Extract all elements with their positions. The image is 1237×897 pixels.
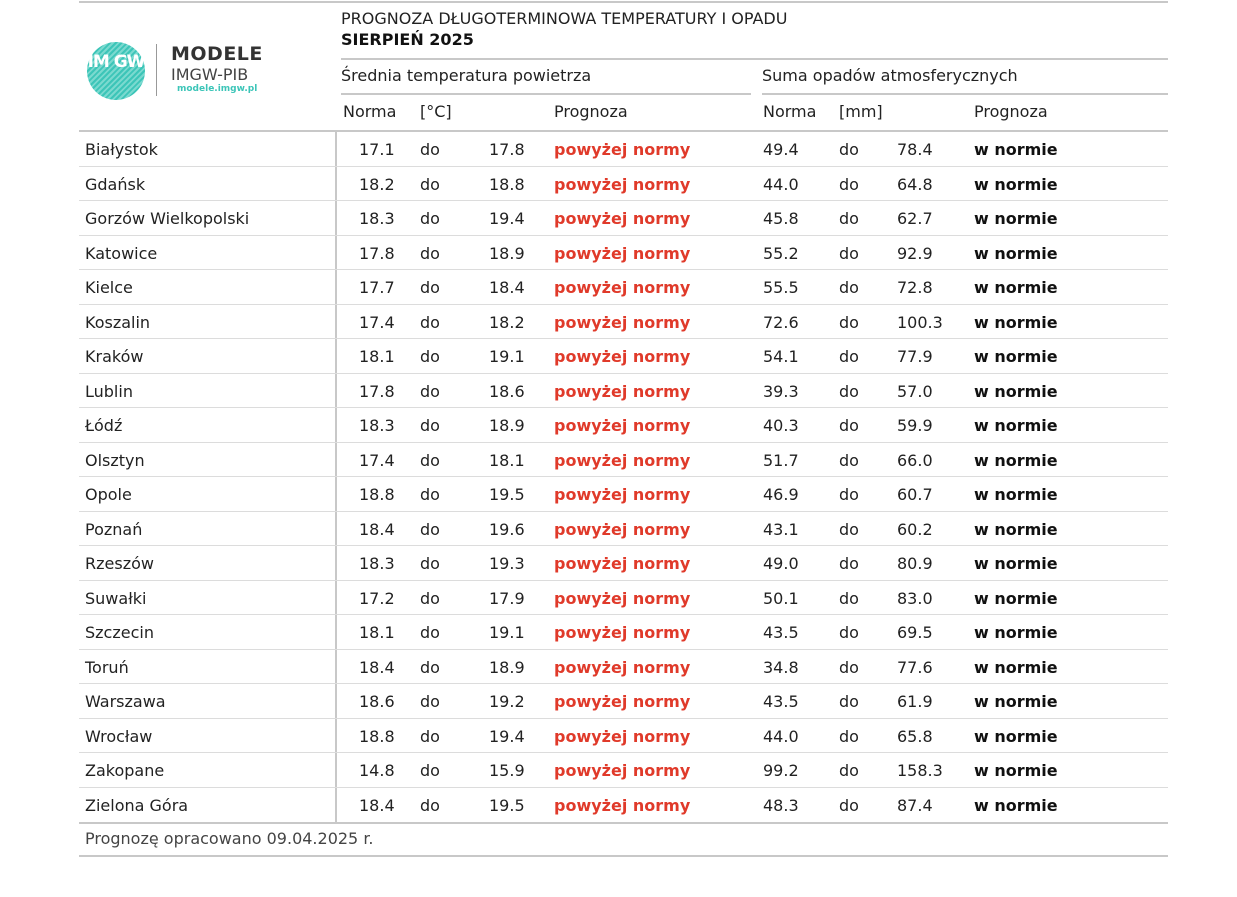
table-bottom-rule [79, 822, 1168, 824]
temp-forecast: powyżej normy [554, 692, 691, 711]
precip-range-to: do [839, 450, 859, 470]
temp-range-to: do [420, 243, 440, 263]
temp-range-to: do [420, 278, 440, 297]
temp-forecast: powyżej normy [554, 554, 691, 573]
city-name: Rzeszów [85, 554, 154, 573]
temp-norm-high: 19.4 [489, 209, 525, 228]
table-row [79, 374, 1168, 409]
table-row [79, 650, 1168, 685]
precip-norma-header: Norma [763, 102, 817, 121]
temp-forecast: powyżej normy [554, 726, 691, 746]
precip-norm-high: 65.8 [897, 726, 933, 746]
temp-range-to: do [420, 795, 440, 815]
temp-norm-high: 19.2 [489, 692, 525, 711]
temp-range-to: do [420, 450, 440, 470]
temp-norm-low: 18.8 [359, 485, 395, 504]
precip-forecast: w normie [974, 312, 1058, 332]
temp-forecast: powyżej normy [554, 485, 691, 504]
precip-norm-low: 49.0 [763, 554, 799, 573]
temp-norm-high: 18.1 [489, 450, 525, 470]
temp-range-to: do [420, 519, 440, 539]
precip-norm-high: 61.9 [897, 692, 933, 711]
page-title: PROGNOZA DŁUGOTERMINOWA TEMPERATURY I OPADU [341, 9, 788, 28]
city-name: Lublin [85, 381, 133, 401]
temp-range-to: do [420, 174, 440, 194]
city-name: Warszawa [85, 692, 166, 711]
precip-norm-low: 43.1 [763, 519, 799, 539]
temp-norm-low: 18.2 [359, 174, 395, 194]
top-divider [79, 1, 1168, 3]
precip-range-to: do [839, 140, 859, 159]
precip-norm-low: 49.4 [763, 140, 799, 159]
temp-range-to: do [420, 692, 440, 711]
precip-norm-high: 60.2 [897, 519, 933, 539]
city-name: Koszalin [85, 312, 151, 332]
temp-norm-high: 18.9 [489, 243, 525, 263]
precip-norm-low: 50.1 [763, 588, 799, 608]
temp-norm-high: 17.9 [489, 588, 525, 608]
table-row [79, 236, 1168, 271]
temp-forecast: powyżej normy [554, 243, 691, 263]
precip-norm-low: 46.9 [763, 485, 799, 504]
temp-norm-high: 15.9 [489, 761, 525, 780]
precip-norm-high: 77.9 [897, 347, 933, 366]
temp-norm-low: 18.3 [359, 554, 395, 573]
precip-norm-high: 64.8 [897, 174, 933, 194]
precip-norm-high: 66.0 [897, 450, 933, 470]
imgw-logo [85, 40, 335, 100]
city-name: Gdańsk [85, 174, 146, 194]
precip-norm-high: 80.9 [897, 554, 933, 573]
city-name: Suwałki [85, 588, 147, 608]
city-name: Białystok [85, 140, 158, 159]
temp-forecast: powyżej normy [554, 312, 691, 332]
precip-norm-low: 43.5 [763, 692, 799, 711]
temp-norm-high: 17.8 [489, 140, 525, 159]
temp-forecast: powyżej normy [554, 623, 691, 642]
precip-forecast: w normie [974, 761, 1058, 780]
precip-norm-low: 34.8 [763, 657, 799, 677]
precip-forecast: w normie [974, 588, 1058, 608]
temp-group-rule [341, 93, 751, 95]
temp-forecast: powyżej normy [554, 381, 691, 401]
logo-divider [156, 44, 157, 96]
precip-forecast: w normie [974, 450, 1058, 470]
precip-norm-high: 72.8 [897, 278, 933, 297]
temp-norm-high: 18.4 [489, 278, 525, 297]
temp-forecast: powyżej normy [554, 347, 691, 366]
temp-forecast: powyżej normy [554, 209, 691, 228]
precip-range-to: do [839, 588, 859, 608]
temp-norm-high: 19.1 [489, 347, 525, 366]
temp-norm-low: 18.1 [359, 623, 395, 642]
table-row [79, 339, 1168, 374]
table-row [79, 132, 1168, 167]
temp-range-to: do [420, 657, 440, 677]
temp-norm-high: 19.1 [489, 623, 525, 642]
table-row [79, 167, 1168, 202]
temp-norm-low: 17.4 [359, 312, 395, 332]
precip-forecast: w normie [974, 174, 1058, 194]
precip-norm-low: 55.2 [763, 243, 799, 263]
precip-range-to: do [839, 623, 859, 642]
precip-forecast: w normie [974, 347, 1058, 366]
temp-norm-low: 18.1 [359, 347, 395, 366]
temp-norm-low: 14.8 [359, 761, 395, 780]
precip-norm-low: 55.5 [763, 278, 799, 297]
precip-range-to: do [839, 416, 859, 435]
header-rule [341, 58, 1168, 60]
precip-norm-low: 45.8 [763, 209, 799, 228]
city-name: Opole [85, 485, 132, 504]
temp-norm-high: 18.9 [489, 416, 525, 435]
precip-forecast: w normie [974, 416, 1058, 435]
precip-forecast: w normie [974, 485, 1058, 504]
temp-range-to: do [420, 588, 440, 608]
temp-norm-low: 18.3 [359, 209, 395, 228]
precip-range-to: do [839, 761, 859, 780]
precip-forecast: w normie [974, 623, 1058, 642]
precip-norm-low: 44.0 [763, 726, 799, 746]
city-name: Łódź [85, 416, 123, 435]
table-row [79, 684, 1168, 719]
precip-norm-high: 69.5 [897, 623, 933, 642]
precip-norm-low: 54.1 [763, 347, 799, 366]
temp-range-to: do [420, 726, 440, 746]
precip-norm-high: 83.0 [897, 588, 933, 608]
precip-norm-low: 48.3 [763, 795, 799, 815]
precip-forecast: w normie [974, 140, 1058, 159]
city-name: Kraków [85, 347, 144, 366]
precip-norm-high: 60.7 [897, 485, 933, 504]
temp-norm-low: 17.8 [359, 243, 395, 263]
temp-forecast-header: Prognoza [554, 102, 628, 121]
table-row [79, 270, 1168, 305]
temp-forecast: powyżej normy [554, 588, 691, 608]
precip-norm-high: 78.4 [897, 140, 933, 159]
precip-forecast: w normie [974, 795, 1058, 815]
logo-line1: MODELE [171, 43, 263, 65]
precip-norm-low: 39.3 [763, 381, 799, 401]
precip-forecast: w normie [974, 209, 1058, 228]
temp-range-to: do [420, 554, 440, 573]
precip-norm-low: 51.7 [763, 450, 799, 470]
precip-range-to: do [839, 657, 859, 677]
precip-norm-low: 44.0 [763, 174, 799, 194]
temp-range-to: do [420, 485, 440, 504]
precip-range-to: do [839, 519, 859, 539]
precip-forecast: w normie [974, 381, 1058, 401]
footer-note: Prognozę opracowano 09.04.2025 r. [85, 829, 374, 848]
table-row [79, 788, 1168, 823]
temp-forecast: powyżej normy [554, 416, 691, 435]
city-name: Katowice [85, 243, 158, 263]
precip-range-to: do [839, 243, 859, 263]
temp-norm-high: 18.9 [489, 657, 525, 677]
temp-range-to: do [420, 347, 440, 366]
precip-range-to: do [839, 692, 859, 711]
precip-range-to: do [839, 347, 859, 366]
temp-range-to: do [420, 381, 440, 401]
logo-monogram: IM GW [87, 52, 145, 72]
city-name: Poznań [85, 519, 143, 539]
precip-forecast: w normie [974, 278, 1058, 297]
temp-norm-high: 19.6 [489, 519, 525, 539]
temp-norm-high: 19.5 [489, 795, 525, 815]
temp-norma-header: Norma [343, 102, 397, 121]
precip-range-to: do [839, 485, 859, 504]
precip-forecast: w normie [974, 554, 1058, 573]
temp-norm-high: 18.2 [489, 312, 525, 332]
temp-norm-low: 18.8 [359, 726, 395, 746]
precip-forecast: w normie [974, 243, 1058, 263]
precip-range-to: do [839, 554, 859, 573]
temp-range-to: do [420, 209, 440, 228]
temp-range-to: do [420, 623, 440, 642]
temp-forecast: powyżej normy [554, 795, 691, 815]
footer-rule [79, 855, 1168, 857]
city-name: Gorzów Wielkopolski [85, 209, 250, 228]
temp-norm-low: 18.4 [359, 519, 395, 539]
city-name: Zakopane [85, 761, 165, 780]
city-name: Zielona Góra [85, 795, 189, 815]
precip-forecast: w normie [974, 692, 1058, 711]
temp-norm-low: 18.4 [359, 657, 395, 677]
precip-norm-high: 59.9 [897, 416, 933, 435]
temp-range-to: do [420, 312, 440, 332]
precip-norm-low: 40.3 [763, 416, 799, 435]
precip-norm-high: 62.7 [897, 209, 933, 228]
temp-norm-low: 17.2 [359, 588, 395, 608]
precip-forecast: w normie [974, 726, 1058, 746]
table-row [79, 512, 1168, 547]
logo-url: modele.imgw.pl [177, 84, 258, 94]
temp-norm-high: 18.6 [489, 381, 525, 401]
table-row [79, 201, 1168, 236]
logo-line2: IMGW-PIB [171, 65, 249, 84]
temp-norm-high: 18.8 [489, 174, 525, 194]
city-name: Toruń [85, 657, 129, 677]
precip-range-to: do [839, 278, 859, 297]
precip-norm-low: 99.2 [763, 761, 799, 780]
table-row [79, 443, 1168, 478]
city-name: Olsztyn [85, 450, 145, 470]
precip-norm-low: 72.6 [763, 312, 799, 332]
city-name: Wrocław [85, 726, 153, 746]
temp-forecast: powyżej normy [554, 761, 691, 780]
temp-unit-header: [°C] [420, 102, 452, 121]
precip-range-to: do [839, 312, 859, 332]
precip-norm-high: 57.0 [897, 381, 933, 401]
table-row [79, 305, 1168, 340]
temp-norm-high: 19.5 [489, 485, 525, 504]
precip-norm-high: 158.3 [897, 761, 943, 780]
temp-norm-low: 18.6 [359, 692, 395, 711]
precip-norm-high: 92.9 [897, 243, 933, 263]
temp-forecast: powyżej normy [554, 519, 691, 539]
temp-range-to: do [420, 761, 440, 780]
temp-norm-low: 17.8 [359, 381, 395, 401]
temp-norm-high: 19.3 [489, 554, 525, 573]
precip-range-to: do [839, 174, 859, 194]
temp-norm-low: 17.7 [359, 278, 395, 297]
precip-forecast-header: Prognoza [974, 102, 1048, 121]
temp-norm-high: 19.4 [489, 726, 525, 746]
temp-group-header: Średnia temperatura powietrza [341, 66, 592, 85]
precip-norm-low: 43.5 [763, 623, 799, 642]
precip-forecast: w normie [974, 657, 1058, 677]
table-row [79, 753, 1168, 788]
temp-forecast: powyżej normy [554, 140, 691, 159]
temp-norm-low: 18.4 [359, 795, 395, 815]
table-row [79, 581, 1168, 616]
table-row [79, 719, 1168, 754]
precip-norm-high: 77.6 [897, 657, 933, 677]
precip-range-to: do [839, 795, 859, 815]
precip-norm-high: 100.3 [897, 312, 943, 332]
precip-group-header: Suma opadów atmosferycznych [762, 66, 1018, 85]
precip-unit-header: [mm] [839, 102, 883, 121]
city-name: Kielce [85, 278, 133, 297]
precip-norm-high: 87.4 [897, 795, 933, 815]
table-row [79, 546, 1168, 581]
temp-forecast: powyżej normy [554, 278, 691, 297]
temp-forecast: powyżej normy [554, 174, 691, 194]
temp-norm-low: 17.4 [359, 450, 395, 470]
forecast-period: SIERPIEŃ 2025 [341, 30, 474, 49]
table-row [79, 477, 1168, 512]
precip-group-rule [762, 93, 1168, 95]
temp-range-to: do [420, 140, 440, 159]
precip-range-to: do [839, 209, 859, 228]
table-row [79, 615, 1168, 650]
temp-forecast: powyżej normy [554, 657, 691, 677]
precip-forecast: w normie [974, 519, 1058, 539]
table-row [79, 408, 1168, 443]
precip-range-to: do [839, 726, 859, 746]
temp-range-to: do [420, 416, 440, 435]
temp-norm-low: 17.1 [359, 140, 395, 159]
precip-range-to: do [839, 381, 859, 401]
temp-forecast: powyżej normy [554, 450, 691, 470]
city-name: Szczecin [85, 623, 154, 642]
temp-norm-low: 18.3 [359, 416, 395, 435]
